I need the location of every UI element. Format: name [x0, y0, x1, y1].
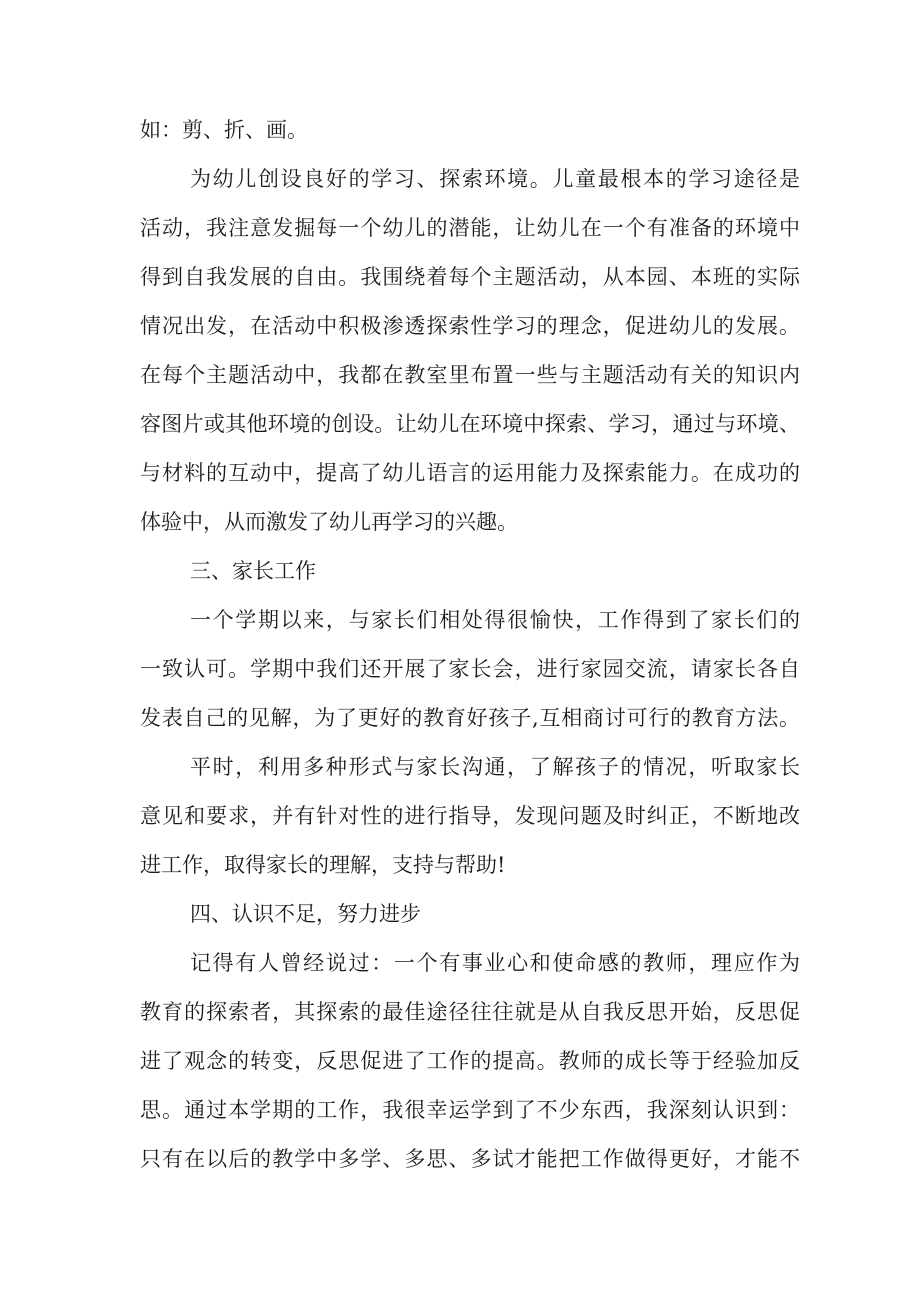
text-line: 只有在以后的教学中多学、多思、多试才能把工作做得更好，才能不: [140, 1147, 800, 1171]
section-heading: 三、家长工作: [190, 559, 316, 583]
section-heading: 四、认识不足，努力进步: [190, 902, 421, 926]
text-line: 进了观念的转变，反思促进了工作的提高。教师的成长等于经验加反: [140, 1049, 800, 1073]
text-line: 得到自我发展的自由。我围绕着每个主题活动，从本园、本班的实际: [140, 265, 800, 289]
text-line: 活动，我注意发掘每一个幼儿的潜能，让幼儿在一个有准备的环境中: [140, 216, 800, 240]
text-line: 与材料的互动中，提高了幼儿语言的运用能力及探索能力。在成功的: [140, 461, 800, 485]
text-line: 意见和要求，并有针对性的进行指导，发现问题及时纠正，不断地改: [140, 804, 800, 828]
text-line: 一致认可。学期中我们还开展了家长会，进行家园交流，请家长各自: [140, 657, 800, 681]
paragraph-first-line: 记得有人曾经说过：一个有事业心和使命感的教师，理应作为: [190, 951, 800, 975]
text-line: 体验中，从而激发了幼儿再学习的兴趣。: [140, 510, 518, 534]
text-line: 容图片或其他环境的创设。让幼儿在环境中探索、学习，通过与环境、: [140, 412, 800, 436]
text-line: 情况出发，在活动中积极渗透探索性学习的理念，促进幼儿的发展。: [140, 314, 800, 338]
text-line: 发表自己的见解，为了更好的教育好孩子,互相商讨可行的教育方法。: [140, 706, 800, 730]
text-line: 思。通过本学期的工作，我很幸运学到了不少东西，我深刻认识到：: [140, 1098, 800, 1122]
text-line: 进工作，取得家长的理解，支持与帮助!: [140, 853, 506, 877]
paragraph-first-line: 为幼儿创设良好的学习、探索环境。儿童最根本的学习途径是: [190, 167, 800, 191]
paragraph-first-line: 平时，利用多种形式与家长沟通，了解孩子的情况，听取家长: [190, 755, 800, 779]
text-line: 在每个主题活动中，我都在教室里布置一些与主题活动有关的知识内: [140, 363, 800, 387]
text-line: 如：剪、折、画。: [140, 118, 308, 142]
paragraph-first-line: 一个学期以来，与家长们相处得很愉快，工作得到了家长们的: [190, 608, 800, 632]
text-line: 教育的探索者，其探索的最佳途径往往就是从自我反思开始，反思促: [140, 1000, 800, 1024]
